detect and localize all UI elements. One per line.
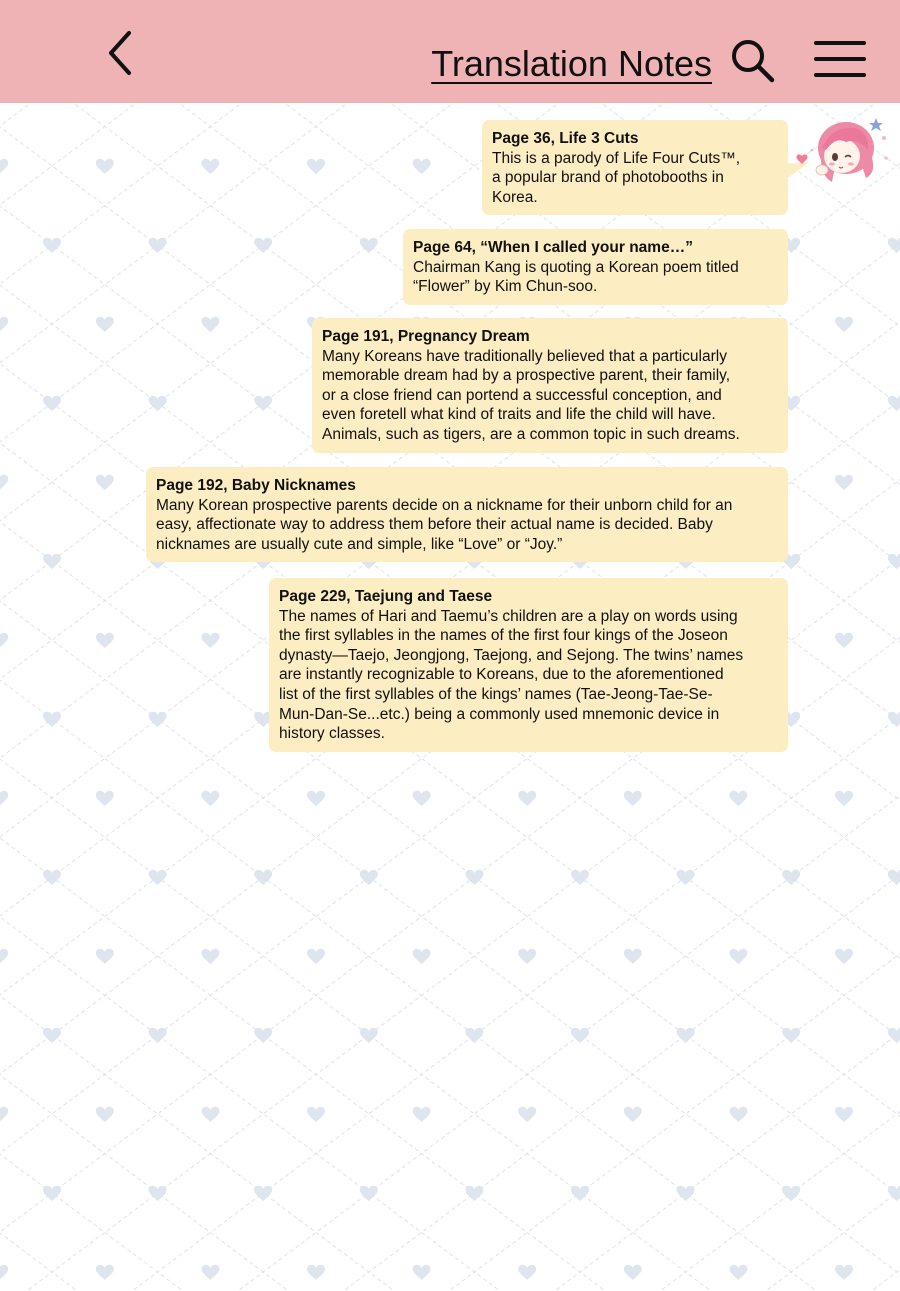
search-button[interactable] xyxy=(728,36,778,86)
note-text: Chairman Kang is quoting a Korean poem titled “Flower” by Kim Chun-soo. xyxy=(413,258,739,296)
note-title: Page 191, Pregnancy Dream xyxy=(322,328,530,345)
heart-icon xyxy=(413,159,431,174)
heart-icon xyxy=(571,1028,589,1043)
heart-icon xyxy=(0,791,8,806)
page-title: Translation Notes xyxy=(431,43,712,84)
lattice-line xyxy=(0,0,257,1291)
heart-icon xyxy=(43,870,61,885)
heart-icon xyxy=(413,1107,431,1122)
heart-icon xyxy=(624,1107,642,1122)
heart-icon xyxy=(96,475,114,490)
chibi-girl-mascot-icon xyxy=(792,112,892,190)
heart-icon xyxy=(360,238,378,253)
heart-icon xyxy=(96,1265,114,1280)
heart-icon xyxy=(43,1186,61,1201)
heart-icon xyxy=(307,159,325,174)
heart-icon xyxy=(0,1265,8,1280)
note-text: This is a parody of Life Four Cuts™, a popular brand of photobooths in Korea. xyxy=(492,149,741,206)
heart-icon xyxy=(835,949,853,964)
menu-button[interactable] xyxy=(810,34,870,84)
heart-icon xyxy=(149,396,167,411)
heart-icon xyxy=(0,317,8,332)
heart-icon xyxy=(624,949,642,964)
translation-note xyxy=(146,467,788,562)
heart-icon xyxy=(465,870,483,885)
heart-icon xyxy=(835,475,853,490)
heart-icon xyxy=(518,1107,536,1122)
heart-icon xyxy=(835,633,853,648)
heart-icon xyxy=(149,1186,167,1201)
translation-note xyxy=(269,578,788,752)
heart-icon xyxy=(0,633,8,648)
heart-icon xyxy=(835,1265,853,1280)
note-text: Many Korean prospective parents decide on a nickname for their unborn child for an easy, affectionate way to address them before their actual name is decided. Baby nicknames are usually cute and simple, like “Love” or “Joy.” xyxy=(156,496,733,553)
heart-icon xyxy=(729,1107,747,1122)
heart-icon xyxy=(201,949,219,964)
heart-icon xyxy=(729,949,747,964)
note-title: Page 64, “When I called your name…” xyxy=(413,239,693,256)
search-icon xyxy=(730,38,776,84)
heart-icon xyxy=(201,633,219,648)
note-title: Page 192, Baby Nicknames xyxy=(156,477,356,494)
heart-icon xyxy=(413,949,431,964)
heart-icon xyxy=(888,238,900,253)
heart-icon xyxy=(96,949,114,964)
heart-icon xyxy=(201,1107,219,1122)
translation-note xyxy=(403,229,788,305)
heart-icon xyxy=(254,238,272,253)
lattice-line xyxy=(0,0,257,1291)
heart-icon xyxy=(307,1265,325,1280)
heart-icon xyxy=(835,1107,853,1122)
heart-icon xyxy=(571,870,589,885)
heart-icon xyxy=(677,870,695,885)
heart-icon xyxy=(624,1265,642,1280)
lattice-line xyxy=(798,0,900,1291)
heart-icon xyxy=(96,791,114,806)
back-button[interactable] xyxy=(96,26,144,80)
heart-icon xyxy=(465,1028,483,1043)
heart-icon xyxy=(0,1107,8,1122)
note-title: Page 36, Life 3 Cuts xyxy=(492,130,639,147)
heart-icon xyxy=(96,159,114,174)
heart-icon xyxy=(571,1186,589,1201)
heart-icon xyxy=(360,870,378,885)
lattice-line xyxy=(798,0,900,1291)
lattice-line xyxy=(0,0,46,1291)
heart-icon xyxy=(307,791,325,806)
note-title: Page 229, Taejung and Taese xyxy=(279,588,493,605)
heart-icon xyxy=(43,554,61,569)
heart-icon xyxy=(254,1186,272,1201)
heart-icon xyxy=(518,791,536,806)
heart-icon xyxy=(43,712,61,727)
heart-icon xyxy=(43,1028,61,1043)
chevron-left-icon xyxy=(105,29,135,77)
heart-icon xyxy=(307,949,325,964)
heart-icon xyxy=(360,1028,378,1043)
heart-icon xyxy=(254,396,272,411)
heart-icon xyxy=(307,1107,325,1122)
heart-icon xyxy=(677,1186,695,1201)
note-text: Many Koreans have traditionally believed that a particularly memorable dream had by a prospective parent, their family, or a close friend can portend a successful conception, and even foretell what kind of traits and life the child will have. Animals, such as tigers, are a common topic in such dreams. xyxy=(322,347,740,443)
heart-icon xyxy=(43,238,61,253)
heart-icon xyxy=(782,870,800,885)
lattice-line xyxy=(0,0,46,1291)
heart-icon xyxy=(0,949,8,964)
heart-icon xyxy=(413,1265,431,1280)
heart-icon xyxy=(465,1186,483,1201)
translation-note xyxy=(312,318,788,453)
heart-icon xyxy=(201,1265,219,1280)
heart-icon xyxy=(413,791,431,806)
heart-icon xyxy=(149,1028,167,1043)
heart-icon xyxy=(360,1186,378,1201)
heart-icon xyxy=(835,317,853,332)
heart-icon xyxy=(254,870,272,885)
heart-icon xyxy=(149,238,167,253)
heart-icon xyxy=(201,317,219,332)
heart-icon xyxy=(888,712,900,727)
heart-icon xyxy=(888,1186,900,1201)
heart-icon xyxy=(518,1265,536,1280)
lattice-line xyxy=(0,0,151,1291)
heart-icon xyxy=(96,1107,114,1122)
heart-icon xyxy=(729,791,747,806)
menu-icon xyxy=(813,38,867,80)
lattice-line xyxy=(0,0,151,1291)
note-text: The names of Hari and Taemu’s children are a play on words using the first syllables in the names of the first four kings of the Joseon dynasty—Taejo, Jeongjong, Taejong, and Sejong. The twins’ names are instantly recognizable to Koreans, due to the aforementioned list of the first syllables of the kings’ names (Tae-Jeong-Tae-Se- Mun-Dan-Se...etc.) being a commonly used mnemonic device in history classes. xyxy=(279,607,744,743)
heart-icon xyxy=(518,949,536,964)
heart-icon xyxy=(782,1028,800,1043)
heart-icon xyxy=(729,1265,747,1280)
heart-icon xyxy=(677,1028,695,1043)
heart-icon xyxy=(0,159,8,174)
heart-icon xyxy=(201,159,219,174)
heart-icon xyxy=(254,1028,272,1043)
heart-icon xyxy=(782,1186,800,1201)
heart-icon xyxy=(835,791,853,806)
heart-icon xyxy=(96,633,114,648)
heart-icon xyxy=(149,870,167,885)
heart-icon xyxy=(96,317,114,332)
heart-icon xyxy=(624,791,642,806)
heart-icon xyxy=(201,791,219,806)
heart-icon xyxy=(149,712,167,727)
heart-icon xyxy=(0,475,8,490)
top-bar xyxy=(0,0,900,103)
heart-icon xyxy=(43,396,61,411)
translation-note xyxy=(482,120,788,215)
